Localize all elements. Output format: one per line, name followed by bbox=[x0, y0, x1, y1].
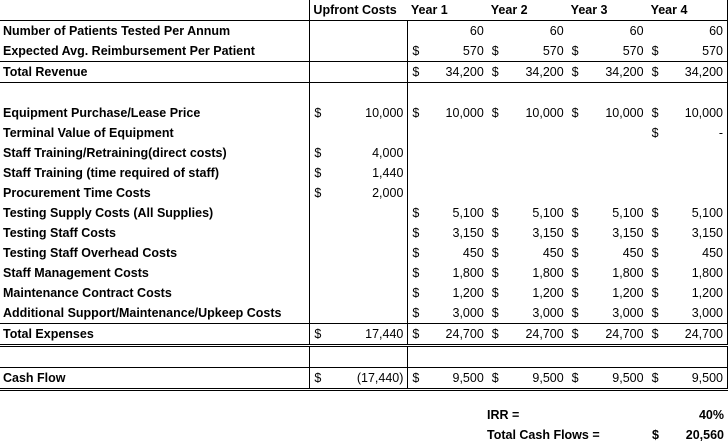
cell-value: 1,800 bbox=[532, 266, 564, 280]
header-corner bbox=[0, 0, 310, 21]
currency-symbol: $ bbox=[491, 266, 499, 280]
year-2-cell bbox=[488, 163, 568, 183]
cell-value: 60 bbox=[709, 24, 723, 38]
upfront-cell bbox=[310, 243, 408, 263]
table-row bbox=[0, 143, 728, 163]
header-upfront: Upfront Costs bbox=[310, 0, 408, 21]
currency-symbol: $ bbox=[571, 226, 579, 240]
year-4-cell bbox=[648, 283, 728, 303]
year-3-cell bbox=[568, 41, 648, 62]
year-3-cell bbox=[568, 62, 648, 83]
upfront-cell bbox=[310, 346, 408, 368]
year-1-cell bbox=[408, 123, 488, 143]
currency-symbol: $ bbox=[412, 327, 420, 341]
cell-value: 17,440 bbox=[365, 327, 404, 341]
cell-value: 24,700 bbox=[525, 327, 564, 341]
total-cash-flows-value: 20,560 bbox=[685, 428, 724, 442]
currency-symbol: $ bbox=[571, 246, 579, 260]
currency-symbol: $ bbox=[651, 246, 659, 260]
table-row bbox=[0, 283, 728, 303]
cell-value: 9,500 bbox=[612, 371, 644, 385]
row-label: Testing Staff Costs bbox=[0, 223, 310, 243]
table-row bbox=[0, 203, 728, 223]
upfront-cell bbox=[310, 83, 408, 104]
cell-value: 3,150 bbox=[691, 226, 723, 240]
currency-symbol: $ bbox=[412, 206, 420, 220]
table-row bbox=[0, 243, 728, 263]
currency-symbol: $ bbox=[491, 306, 499, 320]
year-1-cell bbox=[408, 223, 488, 243]
cell-value: 5,100 bbox=[691, 206, 723, 220]
year-3-cell bbox=[568, 123, 648, 143]
cell-value: 1,200 bbox=[612, 286, 644, 300]
currency-symbol: $ bbox=[651, 286, 659, 300]
year-1-cell bbox=[408, 243, 488, 263]
currency-symbol: $ bbox=[651, 126, 659, 140]
header-year-1: Year 1 bbox=[408, 0, 488, 21]
year-3-cell bbox=[568, 183, 648, 203]
year-2-cell bbox=[488, 21, 568, 42]
cell-value: 24,700 bbox=[605, 327, 644, 341]
cell-value: 34,200 bbox=[684, 65, 723, 79]
currency-symbol: $ bbox=[412, 286, 420, 300]
cell-value: 2,000 bbox=[372, 186, 404, 200]
row-label: Staff Management Costs bbox=[0, 263, 310, 283]
year-3-cell bbox=[568, 83, 648, 104]
table-row bbox=[0, 223, 728, 243]
year-3-cell bbox=[568, 283, 648, 303]
year-2-cell bbox=[488, 223, 568, 243]
table-row bbox=[0, 368, 728, 390]
currency-symbol: $ bbox=[314, 106, 322, 120]
cell-value: (17,440) bbox=[356, 371, 404, 385]
upfront-cell bbox=[310, 223, 408, 243]
table-row bbox=[0, 263, 728, 283]
total-cash-flows-row bbox=[0, 425, 728, 445]
upfront-cell bbox=[310, 62, 408, 83]
currency-symbol: $ bbox=[571, 65, 579, 79]
upfront-cell bbox=[310, 263, 408, 283]
currency-symbol: $ bbox=[651, 65, 659, 79]
year-1-cell bbox=[408, 83, 488, 104]
year-4-cell bbox=[648, 243, 728, 263]
row-label: Cash Flow bbox=[0, 368, 310, 390]
currency-symbol: $ bbox=[314, 327, 322, 341]
cell-value: 1,800 bbox=[452, 266, 484, 280]
cell-value: 1,200 bbox=[452, 286, 484, 300]
cell-value: 5,100 bbox=[452, 206, 484, 220]
currency-symbol: $ bbox=[491, 106, 499, 120]
table-row bbox=[0, 41, 728, 62]
currency-symbol: $ bbox=[571, 327, 579, 341]
cell-value: 1,800 bbox=[612, 266, 644, 280]
year-4-cell bbox=[648, 83, 728, 104]
total-cash-flows-label: Total Cash Flows = bbox=[487, 428, 600, 442]
cell-value: 3,150 bbox=[612, 226, 644, 240]
cell-value: 450 bbox=[542, 246, 564, 260]
currency-symbol: $ bbox=[412, 106, 420, 120]
cell-value: 570 bbox=[622, 44, 644, 58]
year-1-cell bbox=[408, 41, 488, 62]
currency-symbol: $ bbox=[412, 306, 420, 320]
row-label: Equipment Purchase/Lease Price bbox=[0, 103, 310, 123]
year-3-cell bbox=[568, 203, 648, 223]
cell-value: 34,200 bbox=[605, 65, 644, 79]
currency-symbol: $ bbox=[491, 206, 499, 220]
cell-value: 3,150 bbox=[532, 226, 564, 240]
year-1-cell bbox=[408, 324, 488, 346]
cell-value: 34,200 bbox=[445, 65, 484, 79]
row-label bbox=[0, 83, 310, 104]
currency-symbol: $ bbox=[651, 306, 659, 320]
table-row bbox=[0, 62, 728, 83]
row-label: Additional Support/Maintenance/Upkeep Costs bbox=[0, 303, 310, 324]
year-1-cell bbox=[408, 346, 488, 368]
cell-value: 1,200 bbox=[532, 286, 564, 300]
year-4-cell bbox=[648, 263, 728, 283]
upfront-cell bbox=[310, 203, 408, 223]
currency-symbol: $ bbox=[491, 65, 499, 79]
year-2-cell bbox=[488, 183, 568, 203]
irr-label: IRR = bbox=[487, 408, 520, 422]
currency-symbol: $ bbox=[412, 371, 420, 385]
currency-symbol: $ bbox=[412, 266, 420, 280]
year-2-cell bbox=[488, 283, 568, 303]
header-year-3: Year 3 bbox=[568, 0, 648, 21]
currency-symbol: $ bbox=[314, 186, 322, 200]
upfront-cell bbox=[310, 303, 408, 324]
currency-symbol: $ bbox=[651, 266, 659, 280]
upfront-cell bbox=[310, 163, 408, 183]
cell-value: 10,000 bbox=[684, 106, 723, 120]
currency-symbol: $ bbox=[491, 44, 499, 58]
upfront-cell bbox=[310, 143, 408, 163]
year-4-cell bbox=[648, 303, 728, 324]
currency-symbol: $ bbox=[651, 226, 659, 240]
year-2-cell bbox=[488, 41, 568, 62]
year-3-cell bbox=[568, 21, 648, 42]
year-1-cell bbox=[408, 103, 488, 123]
upfront-cell bbox=[310, 103, 408, 123]
currency-symbol: $ bbox=[412, 226, 420, 240]
currency-symbol: $ bbox=[571, 106, 579, 120]
cell-value: 4,000 bbox=[372, 146, 404, 160]
year-1-cell bbox=[408, 203, 488, 223]
cell-value: 9,500 bbox=[452, 371, 484, 385]
currency-symbol: $ bbox=[314, 166, 322, 180]
year-3-cell bbox=[568, 223, 648, 243]
year-1-cell bbox=[408, 163, 488, 183]
cell-value: 1,800 bbox=[691, 266, 723, 280]
currency-symbol: $ bbox=[571, 286, 579, 300]
year-1-cell bbox=[408, 303, 488, 324]
cell-value: 24,700 bbox=[445, 327, 484, 341]
currency-symbol: $ bbox=[571, 371, 579, 385]
row-label: Expected Avg. Reimbursement Per Patient bbox=[0, 41, 310, 62]
upfront-cell bbox=[310, 41, 408, 62]
year-1-cell bbox=[408, 21, 488, 42]
year-4-cell bbox=[648, 123, 728, 143]
year-3-cell bbox=[568, 303, 648, 324]
year-2-cell bbox=[488, 263, 568, 283]
year-4-cell bbox=[648, 62, 728, 83]
currency-symbol: $ bbox=[491, 327, 499, 341]
year-1-cell bbox=[408, 62, 488, 83]
currency-symbol: $ bbox=[412, 65, 420, 79]
year-1-cell bbox=[408, 143, 488, 163]
upfront-cell bbox=[310, 324, 408, 346]
row-label: Total Expenses bbox=[0, 324, 310, 346]
year-3-cell bbox=[568, 368, 648, 390]
cell-value: - bbox=[718, 126, 723, 140]
year-2-cell bbox=[488, 103, 568, 123]
cell-value: 10,000 bbox=[525, 106, 564, 120]
header-row bbox=[0, 0, 728, 21]
table-row bbox=[0, 183, 728, 203]
year-3-cell bbox=[568, 163, 648, 183]
cell-value: 3,150 bbox=[452, 226, 484, 240]
year-2-cell bbox=[488, 324, 568, 346]
cell-value: 60 bbox=[469, 24, 484, 38]
cell-value: 1,200 bbox=[691, 286, 723, 300]
year-1-cell bbox=[408, 263, 488, 283]
currency-symbol: $ bbox=[571, 206, 579, 220]
table-row bbox=[0, 83, 728, 104]
currency-symbol: $ bbox=[412, 246, 420, 260]
year-2-cell bbox=[488, 83, 568, 104]
cell-value: 5,100 bbox=[612, 206, 644, 220]
year-3-cell bbox=[568, 243, 648, 263]
year-4-cell bbox=[648, 324, 728, 346]
year-4-cell bbox=[648, 103, 728, 123]
year-3-cell bbox=[568, 103, 648, 123]
year-4-cell bbox=[648, 223, 728, 243]
year-3-cell bbox=[568, 143, 648, 163]
row-label: Procurement Time Costs bbox=[0, 183, 310, 203]
currency-symbol: $ bbox=[571, 306, 579, 320]
table-row bbox=[0, 21, 728, 42]
table-row bbox=[0, 103, 728, 123]
year-2-cell bbox=[488, 243, 568, 263]
cell-value: 24,700 bbox=[684, 327, 723, 341]
year-2-cell bbox=[488, 303, 568, 324]
year-1-cell bbox=[408, 368, 488, 390]
row-label: Testing Supply Costs (All Supplies) bbox=[0, 203, 310, 223]
year-4-cell bbox=[648, 21, 728, 42]
cell-value: 34,200 bbox=[525, 65, 564, 79]
currency-symbol: $ bbox=[651, 206, 659, 220]
row-label: Maintenance Contract Costs bbox=[0, 283, 310, 303]
table-row bbox=[0, 303, 728, 324]
cell-value: 450 bbox=[702, 246, 723, 260]
currency-symbol: $ bbox=[491, 371, 499, 385]
cell-value: 450 bbox=[462, 246, 484, 260]
year-2-cell bbox=[488, 203, 568, 223]
irr-value: 40% bbox=[698, 408, 724, 422]
currency-symbol: $ bbox=[571, 266, 579, 280]
upfront-cell bbox=[310, 368, 408, 390]
year-3-cell bbox=[568, 346, 648, 368]
year-4-cell bbox=[648, 41, 728, 62]
header-year-4: Year 4 bbox=[648, 0, 728, 21]
header-year-2: Year 2 bbox=[488, 0, 568, 21]
cell-value: 570 bbox=[702, 44, 723, 58]
year-1-cell bbox=[408, 283, 488, 303]
upfront-cell bbox=[310, 283, 408, 303]
row-label: Staff Training (time required of staff) bbox=[0, 163, 310, 183]
upfront-cell bbox=[310, 123, 408, 143]
cell-value: 570 bbox=[542, 44, 564, 58]
currency-symbol: $ bbox=[651, 327, 659, 341]
upfront-cell bbox=[310, 21, 408, 42]
upfront-cell bbox=[310, 183, 408, 203]
row-label: Staff Training/Retraining(direct costs) bbox=[0, 143, 310, 163]
currency-symbol: $ bbox=[651, 106, 659, 120]
year-3-cell bbox=[568, 263, 648, 283]
currency-symbol: $ bbox=[491, 286, 499, 300]
row-label: Terminal Value of Equipment bbox=[0, 123, 310, 143]
currency-symbol: $ bbox=[314, 371, 322, 385]
cell-value: 10,000 bbox=[365, 106, 404, 120]
currency-symbol: $ bbox=[651, 371, 659, 385]
irr-row bbox=[0, 405, 728, 425]
cell-value: 570 bbox=[462, 44, 484, 58]
cell-value: 1,440 bbox=[372, 166, 404, 180]
year-4-cell bbox=[648, 203, 728, 223]
year-3-cell bbox=[568, 324, 648, 346]
currency-symbol: $ bbox=[491, 246, 499, 260]
year-2-cell bbox=[488, 123, 568, 143]
row-label: Testing Staff Overhead Costs bbox=[0, 243, 310, 263]
year-4-cell bbox=[648, 346, 728, 368]
row-label bbox=[0, 346, 310, 368]
year-2-cell bbox=[488, 143, 568, 163]
table-row bbox=[0, 123, 728, 143]
currency-symbol: $ bbox=[651, 44, 659, 58]
year-4-cell bbox=[648, 163, 728, 183]
year-4-cell bbox=[648, 368, 728, 390]
currency-symbol: $ bbox=[412, 44, 420, 58]
row-label: Total Revenue bbox=[0, 62, 310, 83]
cell-value: 60 bbox=[549, 24, 564, 38]
cell-value: 3,000 bbox=[532, 306, 564, 320]
cell-value: 3,000 bbox=[691, 306, 723, 320]
year-4-cell bbox=[648, 183, 728, 203]
row-label: Number of Patients Tested Per Annum bbox=[0, 21, 310, 42]
cell-value: 60 bbox=[629, 24, 644, 38]
cell-value: 10,000 bbox=[605, 106, 644, 120]
cell-value: 3,000 bbox=[612, 306, 644, 320]
year-2-cell bbox=[488, 62, 568, 83]
table-row bbox=[0, 346, 728, 368]
table-row bbox=[0, 324, 728, 346]
cell-value: 10,000 bbox=[445, 106, 484, 120]
currency-symbol: $ bbox=[571, 44, 579, 58]
cell-value: 9,500 bbox=[532, 371, 564, 385]
cell-value: 3,000 bbox=[452, 306, 484, 320]
currency-symbol: $ bbox=[491, 226, 499, 240]
total-cash-flows-currency: $ bbox=[652, 428, 659, 442]
year-2-cell bbox=[488, 368, 568, 390]
year-2-cell bbox=[488, 346, 568, 368]
currency-symbol: $ bbox=[314, 146, 322, 160]
year-1-cell bbox=[408, 183, 488, 203]
year-4-cell bbox=[648, 143, 728, 163]
table-row bbox=[0, 163, 728, 183]
cell-value: 450 bbox=[622, 246, 644, 260]
cell-value: 9,500 bbox=[691, 371, 723, 385]
cell-value: 5,100 bbox=[532, 206, 564, 220]
